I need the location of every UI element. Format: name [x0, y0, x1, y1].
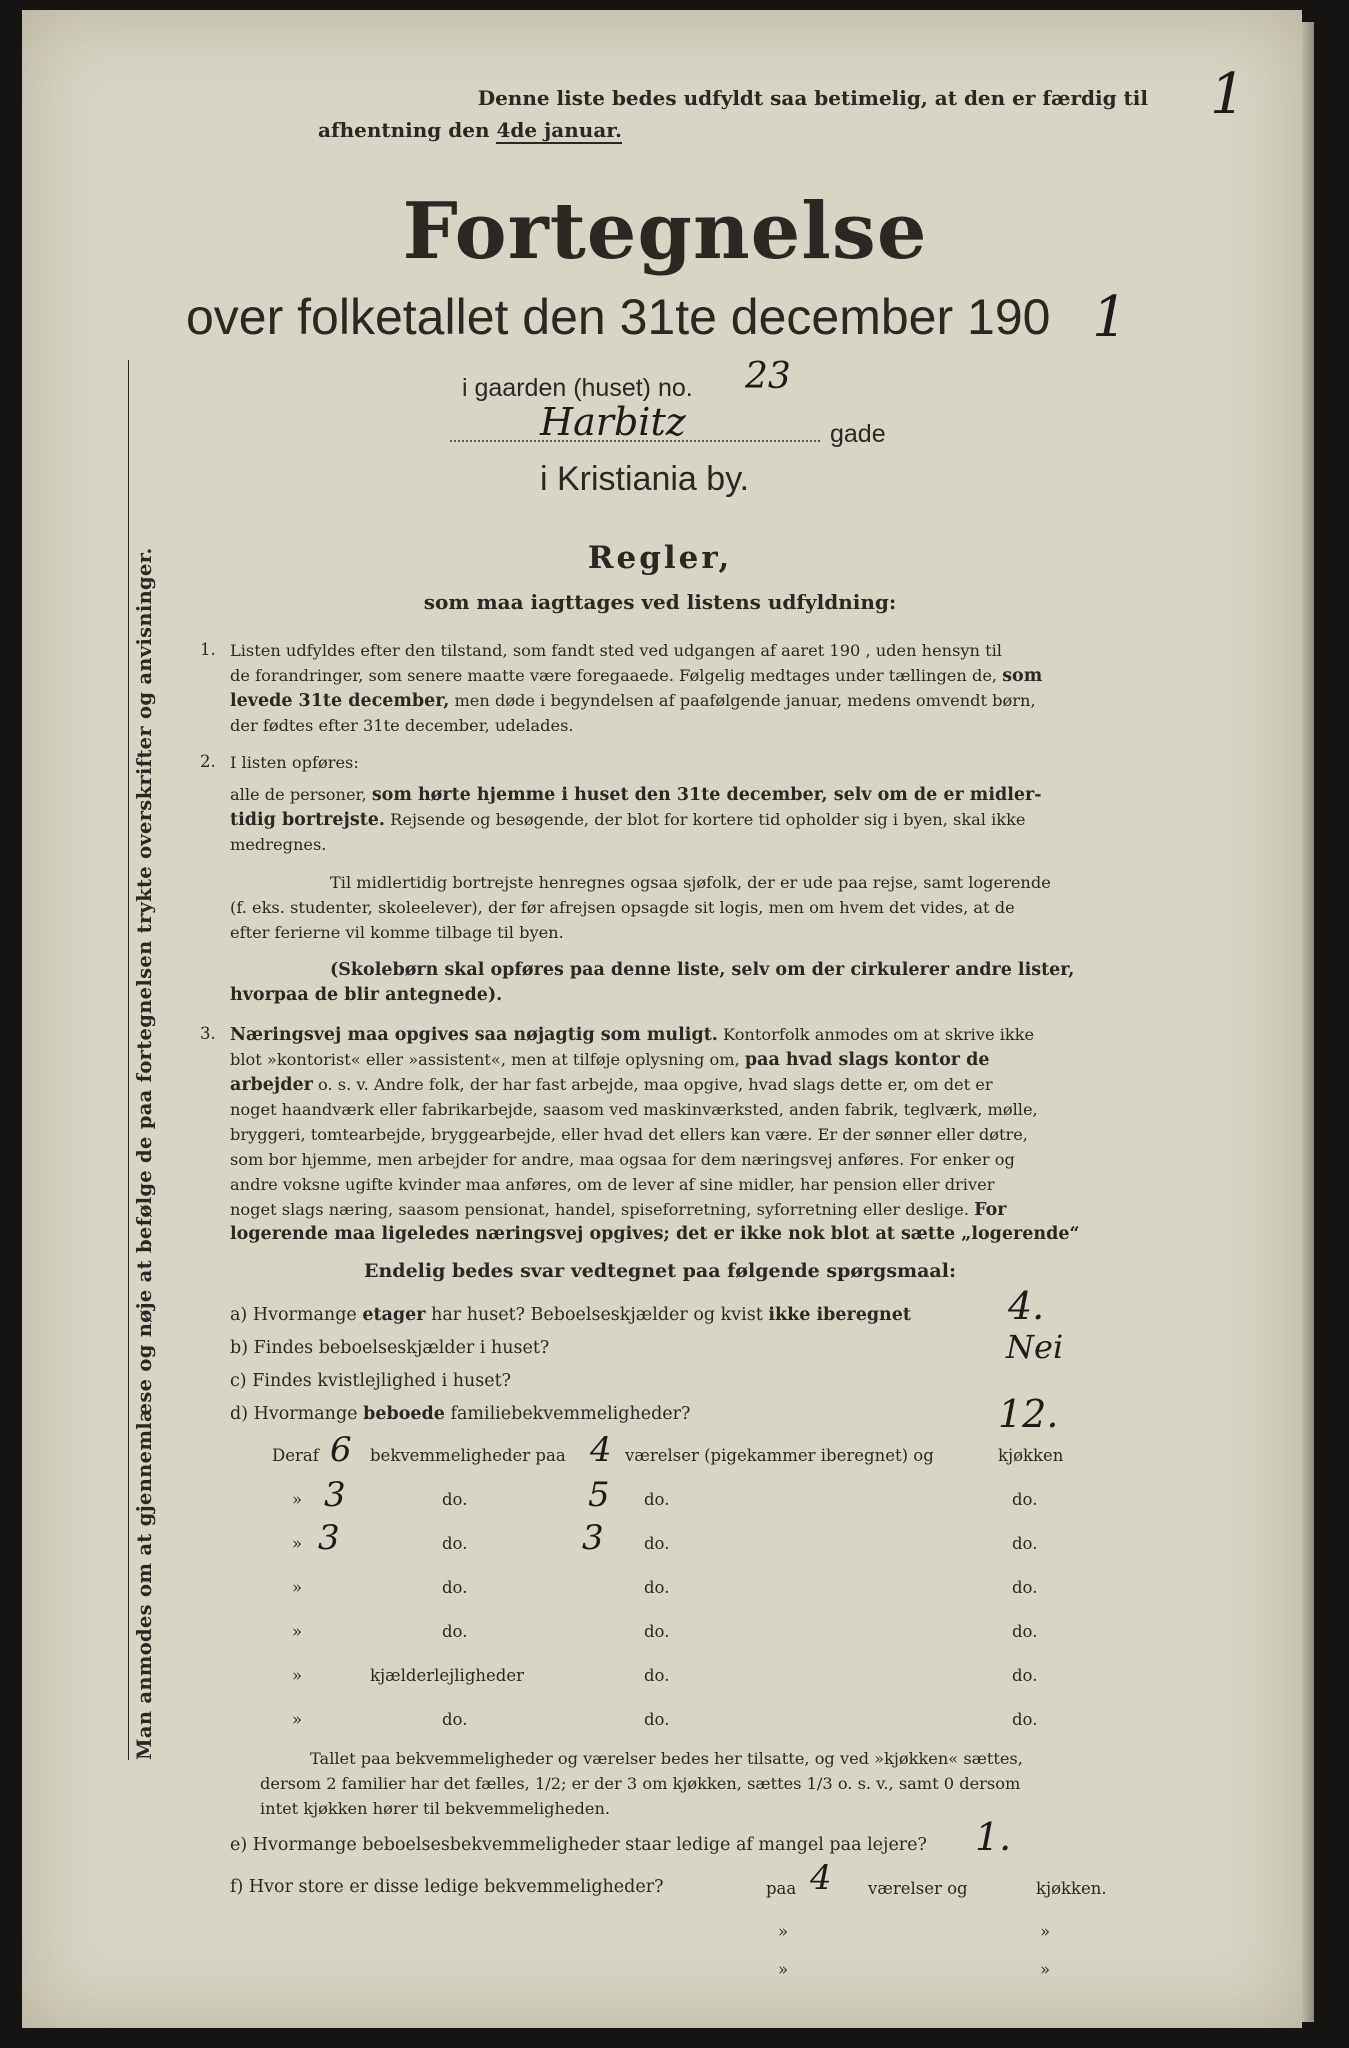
- question-a-text-1: Hvormange: [252, 1305, 357, 1325]
- row-2-do-2: do.: [644, 1490, 670, 1509]
- deraf-label: Deraf: [272, 1446, 319, 1465]
- question-f-label: f): [230, 1877, 244, 1897]
- form-subtitle: over folketallet den 31te december 190: [186, 289, 1051, 345]
- rule-1-line-2-text: de forandringer, som senere maatte være foregaaede. Følgelig medtages under tællingen de,: [230, 666, 998, 685]
- bekvemmeligheder-label: bekvemmeligheder paa: [370, 1446, 566, 1465]
- rule-2-para-3-line-1: (Skolebørn skal opføres paa denne liste, selv om der cirkulerer andre lister,: [330, 960, 1075, 980]
- rule-3-line-8-text: noget slags næring, saasom pensionat, handel, spiseforretning, syforretning eller deslige.: [230, 1200, 969, 1219]
- form-title: Fortegnelse: [402, 186, 928, 277]
- house-number-label: i gaarden (huset) no.: [462, 374, 693, 402]
- rule-3-line-7: andre voksne ugifte kvinder maa anføres, om de lever af sine midler, har pension eller driver: [230, 1175, 995, 1194]
- rule-1-line-3: [230, 688, 1148, 714]
- rooms-row-1-rooms: 4: [590, 1430, 612, 1470]
- question-e-label: e): [230, 1835, 248, 1855]
- answer-f-rooms: 4: [810, 1858, 832, 1898]
- rooms-row-1-count: 6: [330, 1430, 352, 1470]
- rule-1-line-2: [230, 663, 1148, 689]
- answer-e: 1.: [975, 1815, 1012, 1859]
- rule-3-line-1-text: Kontorfolk anmodes om at skrive ikke: [723, 1025, 1035, 1044]
- question-f-vaerelser: værelser og: [868, 1879, 968, 1898]
- kjokken-header: kjøkken: [998, 1446, 1064, 1465]
- rule-3-line-6: som bor hjemme, men arbejder for andre, maa ogsaa for dem næringsvej anføres. For enker og: [230, 1150, 1015, 1169]
- handwritten-house-number: 23: [745, 356, 791, 397]
- rules-heading: Regler,: [587, 540, 733, 576]
- ditto-row-4: »: [292, 1578, 303, 1597]
- side-instruction: Man anmodes om at gjennemlæse og nøje at befølge de paa fortegnelsen trykte overskrifter og anvisninger.: [128, 360, 156, 1760]
- row-3-do-2: do.: [644, 1534, 670, 1553]
- question-a-text-3: har huset? Beboelseskjælder og kvist: [431, 1305, 763, 1325]
- ditto-row-7: »: [292, 1710, 303, 1729]
- rule-3-line-8: [230, 1197, 1148, 1223]
- table-note-line-3: intet kjøkken hører til bekvemmeligheden.: [260, 1799, 611, 1818]
- rule-3-line-4: noget haandværk eller fabrikarbejde, saasom ved maskinværksted, anden fabrik, teglværk, mølle,: [230, 1100, 1038, 1119]
- rule-3-line-3-text: o. s. v. Andre folk, der har fast arbejde, maa opgive, hvad slags dette er, om det er: [318, 1075, 993, 1094]
- question-e: [230, 1835, 927, 1855]
- vaerelser-label: værelser (pigekammer iberegnet) og: [625, 1446, 934, 1465]
- notice-date: 4de januar.: [496, 118, 622, 142]
- row-2-do-1: do.: [442, 1490, 468, 1509]
- question-a-text-4: ikke iberegnet: [768, 1305, 912, 1325]
- notice-line-1: Denne liste bedes udfyldt saa betimelig, at den er færdig til: [477, 86, 1148, 110]
- rule-2-line-2: [230, 782, 1148, 808]
- answer-b: Nei: [1006, 1328, 1064, 1366]
- row-7-do-1: do.: [442, 1710, 468, 1729]
- rule-2-line-1: I listen opføres:: [230, 753, 359, 772]
- question-d-text-3: familiebekvemmeligheder?: [450, 1404, 691, 1424]
- rule-2-line-3: [230, 807, 1148, 833]
- rooms-row-3-rooms: 3: [582, 1518, 604, 1558]
- notice-line-2: afhentning den: [318, 118, 490, 142]
- row-6-do-3: do.: [1012, 1666, 1038, 1685]
- row-4-do-3: do.: [1012, 1578, 1038, 1597]
- rooms-row-2-rooms: 5: [588, 1475, 610, 1515]
- page-number: 1: [1210, 62, 1246, 127]
- rule-3-line-5: bryggeri, tomtearbejde, bryggearbejde, eller hvad det ellers kan være. Er der sønner eller døtre,: [230, 1125, 1028, 1144]
- rule-2-line-3-text: Rejsende og besøgende, der blot for kortere tid opholder sig i byen, skal ikke: [390, 810, 1026, 829]
- question-a-label: a): [230, 1305, 248, 1325]
- city-label: i Kristiania by.: [540, 460, 750, 498]
- question-a: [230, 1305, 911, 1325]
- answer-a: 4.: [1008, 1284, 1045, 1328]
- rooms-row-3-count: 3: [318, 1518, 340, 1558]
- table-note-line-1: Tallet paa bekvemmeligheder og værelser bedes her tilsatte, og ved »kjøkken« sættes,: [310, 1749, 1023, 1768]
- ditto-row-2: »: [292, 1490, 303, 1509]
- question-d-text-1: Hvormange: [253, 1404, 358, 1424]
- rule-2-line-3-bold: tidig bortrejste.: [230, 810, 386, 830]
- question-f-paa: paa: [766, 1879, 797, 1898]
- row-3-do-1: do.: [442, 1534, 468, 1553]
- rule-1-number: 1.: [200, 640, 216, 659]
- question-a-text-2: etager: [362, 1305, 426, 1325]
- question-c: [230, 1371, 511, 1391]
- kjaelder-label: kjælderlejligheder: [370, 1666, 524, 1685]
- ditto-f-row-2-a: »: [778, 1922, 789, 1941]
- row-3-do-3: do.: [1012, 1534, 1038, 1553]
- ditto-f-row-3-b: »: [1040, 1960, 1051, 1979]
- rooms-row-2-count: 3: [324, 1475, 346, 1515]
- ditto-row-3: »: [292, 1534, 303, 1553]
- rule-3-line-1-bold: Næringsvej maa opgives saa nøjagtig som muligt.: [230, 1025, 718, 1045]
- rule-3-line-8-bold: For: [974, 1200, 1007, 1220]
- rule-3-number: 3.: [200, 1024, 216, 1043]
- ditto-row-5: »: [292, 1622, 303, 1641]
- row-7-do-2: do.: [644, 1710, 670, 1729]
- rule-2-line-2-bold: som hørte hjemme i huset den 31te december, selv om de er midler-: [371, 785, 1042, 805]
- row-5-do-3: do.: [1012, 1622, 1038, 1641]
- deadline-notice: [318, 82, 1148, 146]
- rule-1-line-2-bold: som: [1002, 666, 1043, 686]
- row-6-do-2: do.: [644, 1666, 670, 1685]
- question-b-text: Findes beboelseskjælder i huset?: [253, 1338, 550, 1358]
- page-edge: [1302, 22, 1314, 2022]
- rule-2-para-2-line-2: (f. eks. studenter, skoleelever), der før afrejsen opsagde sit logis, men om hvem det vides, at de: [230, 898, 1015, 917]
- ditto-row-6: »: [292, 1666, 303, 1685]
- handwritten-street-name: Harbitz: [540, 400, 686, 444]
- street-suffix: gade: [830, 420, 886, 448]
- rule-3-line-9: logerende maa ligeledes næringsvej opgives; det er ikke nok blot at sætte „logerende“: [230, 1224, 1080, 1244]
- table-note-line-2: dersom 2 familier har det fælles, 1/2; er der 3 om kjøkken, sættes 1/3 o. s. v., samt 0 dersom: [260, 1774, 1021, 1793]
- row-2-do-3: do.: [1012, 1490, 1038, 1509]
- question-b: [230, 1338, 549, 1358]
- rule-1-line-4: der fødtes efter 31te december, udelades.: [230, 716, 574, 735]
- question-c-text: Findes kvistlejlighed i huset?: [252, 1371, 512, 1391]
- question-d: [230, 1404, 690, 1424]
- rule-2-para-2-line-3: efter ferierne vil komme tilbage til byen.: [230, 923, 564, 942]
- rule-1-line-3-bold: levede 31te december,: [230, 691, 450, 711]
- question-d-label: d): [230, 1404, 249, 1424]
- row-5-do-1: do.: [442, 1622, 468, 1641]
- row-4-do-1: do.: [442, 1578, 468, 1597]
- rule-3-line-2-bold: paa hvad slags kontor de: [744, 1050, 990, 1070]
- handwritten-year-digit: 1: [1092, 285, 1128, 350]
- rule-2-para-2-line-1: Til midlertidig bortrejste henregnes ogsaa sjøfolk, der er ude paa rejse, samt logerende: [330, 873, 1051, 892]
- questions-heading: Endelig bedes svar vedtegnet paa følgende spørgsmaal:: [364, 1260, 956, 1282]
- rule-3-line-2: [230, 1047, 1148, 1073]
- rule-3-line-1: [230, 1022, 1148, 1048]
- ditto-f-row-2-b: »: [1040, 1922, 1051, 1941]
- rule-2-para-3-line-2: hvorpaa de blir antegnede).: [230, 985, 503, 1005]
- row-7-do-3: do.: [1012, 1710, 1038, 1729]
- question-f-text: Hvor store er disse ledige bekvemmeligheder?: [248, 1877, 664, 1897]
- question-b-label: b): [230, 1338, 249, 1358]
- rule-2-number: 2.: [200, 752, 216, 771]
- rule-1-line-3-text: men døde i begyndelsen af paafølgende januar, medens omvendt børn,: [454, 691, 1036, 710]
- rule-3-line-3-bold: arbejder: [230, 1075, 313, 1095]
- row-4-do-2: do.: [644, 1578, 670, 1597]
- rule-3-line-3: [230, 1072, 1148, 1098]
- question-f: [230, 1877, 663, 1897]
- rules-subheading: som maa iagttages ved listens udfyldning:: [423, 590, 897, 614]
- rule-1-line-1: Listen udfyldes efter den tilstand, som fandt sted ved udgangen af aaret 190 , uden hensyn til: [230, 641, 1002, 660]
- question-d-text-2: beboede: [363, 1404, 445, 1424]
- question-c-label: c): [230, 1371, 247, 1391]
- rule-3-line-2-text: blot »kontorist« eller »assistent«, men at tilføje oplysning om,: [230, 1050, 740, 1069]
- ditto-f-row-3-a: »: [778, 1960, 789, 1979]
- rule-2-line-2-text: alle de personer,: [230, 785, 367, 804]
- row-5-do-2: do.: [644, 1622, 670, 1641]
- answer-d: 12.: [998, 1392, 1059, 1436]
- question-e-text: Hvormange beboelsesbekvemmeligheder staar ledige af mangel paa lejere?: [252, 1835, 927, 1855]
- rule-2-line-4: medregnes.: [230, 835, 327, 854]
- question-f-kjokken: kjøkken.: [1036, 1879, 1107, 1898]
